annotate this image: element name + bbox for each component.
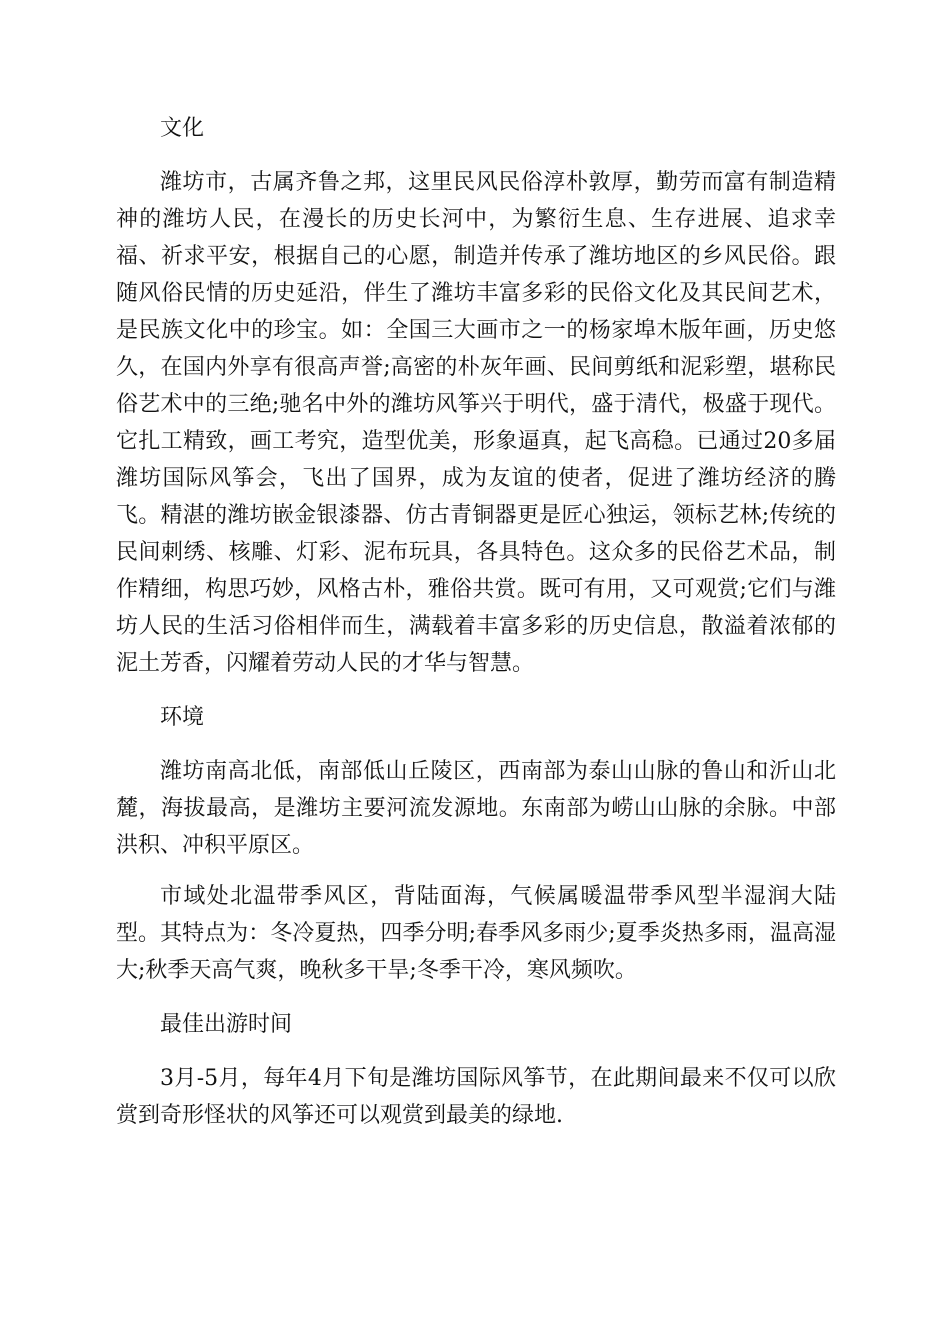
section-heading-culture: 文化 — [160, 116, 205, 141]
paragraph-travel-time: 3月-5月，每年4月下旬是潍坊国际风筝节，在此期间最来不仅可以欣赏到奇形怪状的风筝还可以观赏到最美的绿地. — [116, 1066, 836, 1128]
paragraph-culture: 潍坊市，古属齐鲁之邦，这里民风民俗淳朴敦厚，勤劳而富有制造精神的潍坊人民，在漫长的历史长河中，为繁衍生息、生存进展、追求幸福、祈求平安，根据自己的心愿，制造并传承了潍坊地区的乡风民俗。跟随风俗民情的历史延沿，伴生了潍坊丰富多彩的民俗文化及其民间艺术，是民族文化中的珍宝。如：全国三大画市之一的杨家埠木版年画，历史悠久，在国内外享有很高声誉;高密的朴灰年画、民间剪纸和泥彩塑，堪称民俗艺术中的三绝;驰名中外的潍坊风筝兴于明代，盛于清代，极盛于现代。它扎工精致，画工考究，造型优美，形象逼真，起飞高稳。已通过20多届潍坊国际风筝会，飞出了国界，成为友谊的使者，促进了潍坊经济的腾飞。精湛的潍坊嵌金银漆器、仿古青铜器更是匠心独运，领标艺林;传统的民间刺绣、核雕、灯彩、泥布玩具，各具特色。这众多的民俗艺术品，制作精细，构思巧妙，风格古朴，雅俗共赏。既可有用，又可观赏;它们与潍坊人民的生活习俗相伴而生，满载着丰富多彩的历史信息，散溢着浓郁的泥土芳香，闪耀着劳动人民的才华与智慧。 — [116, 170, 836, 676]
paragraph-climate: 市域处北温带季风区，背陆面海，气候属暖温带季风型半湿润大陆型。其特点为：冬冷夏热，四季分明;春季风多雨少;夏季炎热多雨，温高湿大;秋季天高气爽，晚秋多干旱;冬季干冷，寒风频吹。 — [116, 884, 836, 983]
section-heading-best-travel-time: 最佳出游时间 — [160, 1012, 293, 1037]
document-page — [116, 107, 836, 1134]
paragraph-terrain: 潍坊南高北低，南部低山丘陵区，西南部为泰山山脉的鲁山和沂山北麓，海拔最高，是潍坊主要河流发源地。东南部为崂山山脉的余脉。中部洪积、冲积平原区。 — [116, 759, 836, 858]
section-heading-environment: 环境 — [160, 705, 205, 730]
